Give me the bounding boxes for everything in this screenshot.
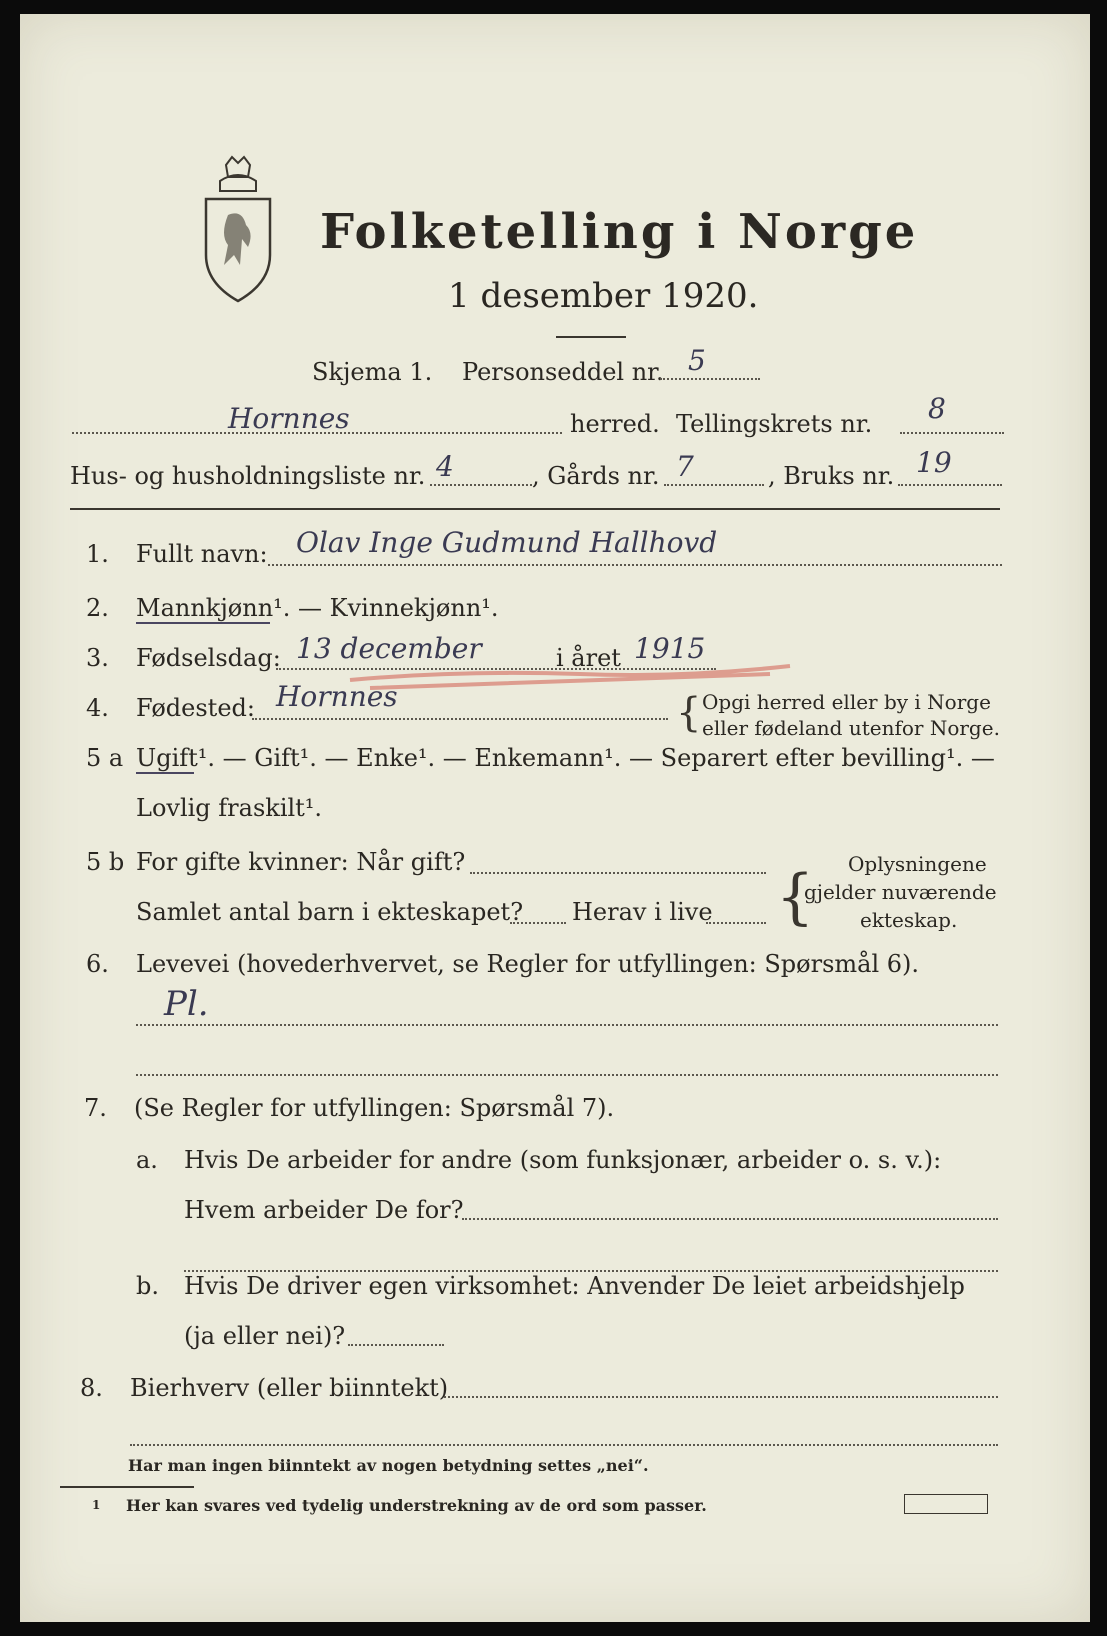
q3-birth-year[interactable]: 1915 — [634, 632, 706, 665]
footnote-text: Her kan svares ved tydelig understrekning av de ord som passer. — [126, 1496, 707, 1515]
footnote-mark: 1 — [92, 1498, 101, 1512]
q7-number: 7. — [84, 1094, 107, 1122]
bruks-label: , Bruks nr. — [768, 462, 895, 490]
q8-line — [444, 1396, 998, 1398]
husliste-label: Hus- og husholdningsliste nr. — [70, 462, 426, 490]
q5a-status-options: Ugift¹. — Gift¹. — Enke¹. — Enkemann¹. — Separert efter bevilling¹. — — [136, 744, 995, 772]
q7-label: (Se Regler for utfyllingen: Spørsmål 7). — [134, 1094, 615, 1122]
title-divider — [556, 336, 626, 338]
q1-line — [268, 564, 1002, 566]
q3-label: Fødselsdag: — [136, 644, 281, 672]
q2-underline-mannkjonn — [136, 622, 270, 624]
schema-label: Skjema 1. — [312, 358, 433, 386]
q6-line2 — [136, 1074, 998, 1076]
q1-number: 1. — [86, 540, 109, 568]
q8-line2 — [130, 1444, 998, 1446]
q7a-employer-label: Hvem arbeider De for? — [184, 1196, 464, 1224]
q7b-letter: b. — [136, 1272, 159, 1300]
census-date: 1 desember 1920. — [448, 276, 759, 316]
q5b-note-line2: gjelder nuværende — [804, 880, 997, 904]
q3-number: 3. — [86, 644, 109, 672]
q4-number: 4. — [86, 694, 109, 722]
personseddel-line — [660, 378, 760, 380]
q5b-children-label: Samlet antal barn i ekteskapet? — [136, 898, 524, 926]
gards-number[interactable]: 7 — [676, 450, 694, 483]
q4-label: Fødested: — [136, 694, 255, 722]
q1-full-name[interactable]: Olav Inge Gudmund Hallhovd — [296, 526, 718, 559]
q4-brace: { — [676, 690, 702, 736]
q7a-question: Hvis De arbeider for andre (som funksjonær, arbeider o. s. v.): — [184, 1146, 942, 1174]
q5b-married-label: For gifte kvinner: Når gift? — [136, 848, 466, 876]
q5a-status-options-cont: Lovlig fraskilt¹. — [136, 794, 323, 822]
q7a-employer-line — [462, 1218, 998, 1220]
husliste-number[interactable]: 4 — [436, 450, 454, 483]
footer-note: Har man ingen biinntekt av nogen betydning settes „nei“. — [128, 1456, 649, 1475]
q3-year-label: i året — [556, 644, 621, 672]
q7b-question: Hvis De driver egen virksomhet: Anvender De leiet arbeidshjelp — [184, 1272, 965, 1300]
tellingskrets-label: Tellingskrets nr. — [676, 410, 873, 438]
gards-line — [664, 484, 764, 486]
gards-label: , Gårds nr. — [532, 462, 660, 490]
q6-occupation[interactable]: Pl. — [164, 984, 209, 1024]
q5a-number: 5 a — [86, 744, 124, 772]
q2-number: 2. — [86, 594, 109, 622]
q2-gender-options: Mannkjønn¹. — Kvinnekjønn¹. — [136, 594, 499, 622]
q5b-number: 5 b — [86, 848, 125, 876]
herred-value[interactable]: Hornnes — [228, 402, 350, 435]
q5b-married-line — [470, 872, 766, 874]
q1-label: Fullt navn: — [136, 540, 268, 568]
form-title: Folketelling i Norge — [320, 204, 919, 260]
q6-line1 — [136, 1024, 998, 1026]
coat-of-arms-emblem — [198, 155, 278, 305]
herred-label: herred. — [570, 410, 660, 438]
q4-line — [252, 718, 668, 720]
husliste-line — [430, 484, 532, 486]
q7a-letter: a. — [136, 1146, 158, 1174]
bruks-line — [898, 484, 1002, 486]
q5b-alive-label: Herav i live — [572, 898, 713, 926]
personseddel-label: Personseddel nr. — [462, 358, 664, 386]
q3-birth-date[interactable]: 13 december — [296, 632, 482, 665]
q7b-answer-label: (ja eller nei)? — [184, 1322, 346, 1350]
q5b-alive-line — [706, 922, 766, 924]
footnote-divider — [60, 1486, 194, 1488]
q5b-children-line — [510, 922, 566, 924]
q6-number: 6. — [86, 950, 109, 978]
q4-note-line1: Opgi herred eller by i Norge — [702, 690, 991, 714]
bruks-number[interactable]: 19 — [916, 446, 952, 479]
printer-stamp — [904, 1494, 988, 1514]
personseddel-number[interactable]: 5 — [688, 344, 706, 377]
q8-number: 8. — [80, 1374, 103, 1402]
q4-birthplace[interactable]: Hornnes — [276, 680, 398, 713]
q5b-note-line3: ekteskap. — [860, 908, 958, 932]
q5b-brace: { — [776, 862, 815, 932]
header-divider — [70, 508, 1000, 510]
tellingskrets-line — [900, 432, 1004, 434]
q8-label: Bierhverv (eller biinntekt) — [130, 1374, 449, 1402]
q4-note-line2: eller fødeland utenfor Norge. — [702, 716, 1000, 740]
q7b-answer-line — [348, 1344, 444, 1346]
q5b-note-line1: Oplysningene — [848, 852, 987, 876]
q6-label: Levevei (hovederhvervet, se Regler for utfyllingen: Spørsmål 6). — [136, 950, 920, 978]
q5a-underline-ugift — [136, 772, 194, 774]
tellingskrets-number[interactable]: 8 — [928, 392, 946, 425]
